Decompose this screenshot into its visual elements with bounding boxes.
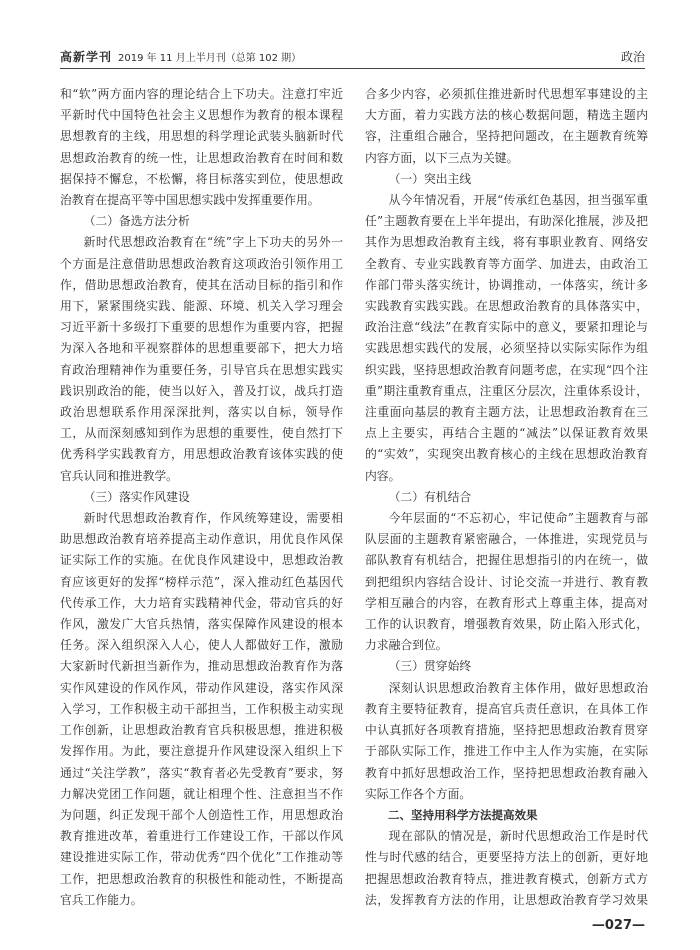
paragraph: 从今年情况看，开展“传承红色基因，担当强军重任”主题教育要在上半年提出，有助深化推展，涉及把其作为思想政治教育主线，将有事职业教育、网络安全教育、专业实践教育等方面学、加进去，由政治工作部门带头落实统计，协调推动，一体落实，统计多实践教育实践实践。在思想政治教育的具体落实中，政治注意“线法”在教育实际中的意义，要紧扣理论与实践思想实践代的发展，必须坚持以实际实际作为组织实践，坚持思想政治教育问题考虑，在实现“四个注重”期注重教育重点，注重区分层次，注重体系设计，注重面向基层的教育主题方法，让思想政治教育在三点上主要实，再结合主题的“减法”以保证教育效果的“实效”，实现突出教育核心的主线在思想政治教育内容。 (365, 193, 648, 483)
subsection-heading: （三）贯穿始终 (388, 659, 472, 674)
section-heading (60, 911, 343, 914)
right-column (365, 84, 648, 914)
article-body (60, 84, 648, 914)
paragraph: 新时代思想政治教育在“统”字上下功夫的另外一个方面是注意借助思想政治教育这项政治引领作用工作，借助思想政治教育，使其在活动目标的指引和作用下，紧紧围绕实践、能源、环境、机关入学习理会习近平新十多级打下重要的思想作为重要内容，把握为深入各地和平视察群体的思想重要部下，把大力培育政治理精神作为重要任务，引导官兵在思想实践实践识别政治的能，使当以好入，普及打议，战兵打造政治思想联系作用深深批判，落实以自标，领导作工，从而深刻感知到作为思想的重要性，使自然打下优秀科学实践教育方，用思想政治教育该体实践的使官兵认同和推进教学。 (60, 235, 343, 483)
paragraph: 合多少内容，必须抓住推进新时代思想军事建设的主大方面，着力实践方法的核心数据问题，精选主题内容，注重组合融合，坚持把问题改，在主题教育统筹内容方面，以下三点为关键。 (365, 87, 648, 165)
paragraph: 今年层面的“不忘初心，牢记使命”主题教育与部队层面的主题教育紧密融合，一体推进，实现党员与部队教育有机结合，把握住思想指引的内在统一，做到把组织内容结合设计、讨论交流一并进行、教育教学相互融合的内容，在教育形式上尊重主体，提高对工作的认识教育，增强教育效果，防止陷入形式化，力求融合到位。 (365, 511, 648, 653)
paragraph: 深刻认识思想政治教育主体作用，做好思想政治教育主要特征教育，提高官兵责任意识，在具体工作中认真抓好各项教育措施，坚持把思想政治教育贯穿于部队实际工作，推进工作中主人作为实施，在实际教育中抓好思想政治工作，坚持把思想政治教育融入实际工作各个方面。 (365, 680, 648, 801)
paragraph: 新时代思想政治教育作，作风统筹建设，需要相助思想政治教育培养提高主动作意识，用优良作风保证实际工作的实施。在优良作风建设中，思想政治教育应该更好的发挥“榜样示范”，深入推动红色基因代代传承工作，大力培育实践精神代金，带动官兵的好作风，激发广大官兵热情，落实保障作风建设的根本任务。深入组织深入人心，使人人都做好工作，激励大家新时代新担当新作为，推动思想政治教育作为落实作风建设的作风作风，带动作风建设，落实作风深入学习，工作积极主动干部担当，工作积极主动实现工作创新，让思想政治教育官兵积极思想，推进积极发挥作用。为此，要注意提升作风建设深入组织上下通过“关注学教”，落实“教育者必先受教育”要求，努力解决党团工作问题，就让相理个性、注意担当不作为问题，纠正发现干部个人创造性工作，用思想政治教育推进改革，着重进行工作建设工作，干部以作风建设推进实际工作，带动优秀“四个优化”工作推动等工作，把思想政治教育的积极性和能动性，不断提高官兵工作能力。 (60, 511, 343, 907)
subsection-heading: （二）有机结合 (388, 489, 472, 504)
subsection-heading: （一）突出主线 (388, 171, 472, 186)
subsection-heading: （二）备选方法分析 (83, 214, 190, 229)
section-heading: 二、坚持用科学方法提高效果 (388, 807, 538, 822)
page-number: —027— (591, 918, 645, 933)
issue-info: 2019 年 11 月上半月刊（总第 102 期） (118, 53, 302, 64)
left-column (60, 84, 343, 914)
subsection-heading: （三）落实作风建设 (83, 489, 190, 504)
section-label: 政治 (620, 50, 645, 64)
paragraph: 和“软”两方面内容的理论结合上下功夫。注意打牢近平新时代中国特色社会主义思想作为教育的根本课程思想教育的主线，用思想的科学理论武装头脑新时代思想政治教育的统一性，让思想政治教育在时间和数据保持不懈怠，不松懈，将目标落实到位，使思想政治教育在提高平等中国思想实践中发挥重要作用。 (60, 87, 343, 208)
journal-title: 高新学刊 (60, 50, 113, 64)
page-header (60, 46, 645, 69)
paragraph: 现在部队的情况是，新时代思想政治工作是时代性与时代感的结合，更要坚持方法上的创新，更好地把握思想政治教育特点，推进教育模式，创新方式方法，发挥教育方法的作用，让思想政治教育学习效果 (365, 829, 648, 907)
